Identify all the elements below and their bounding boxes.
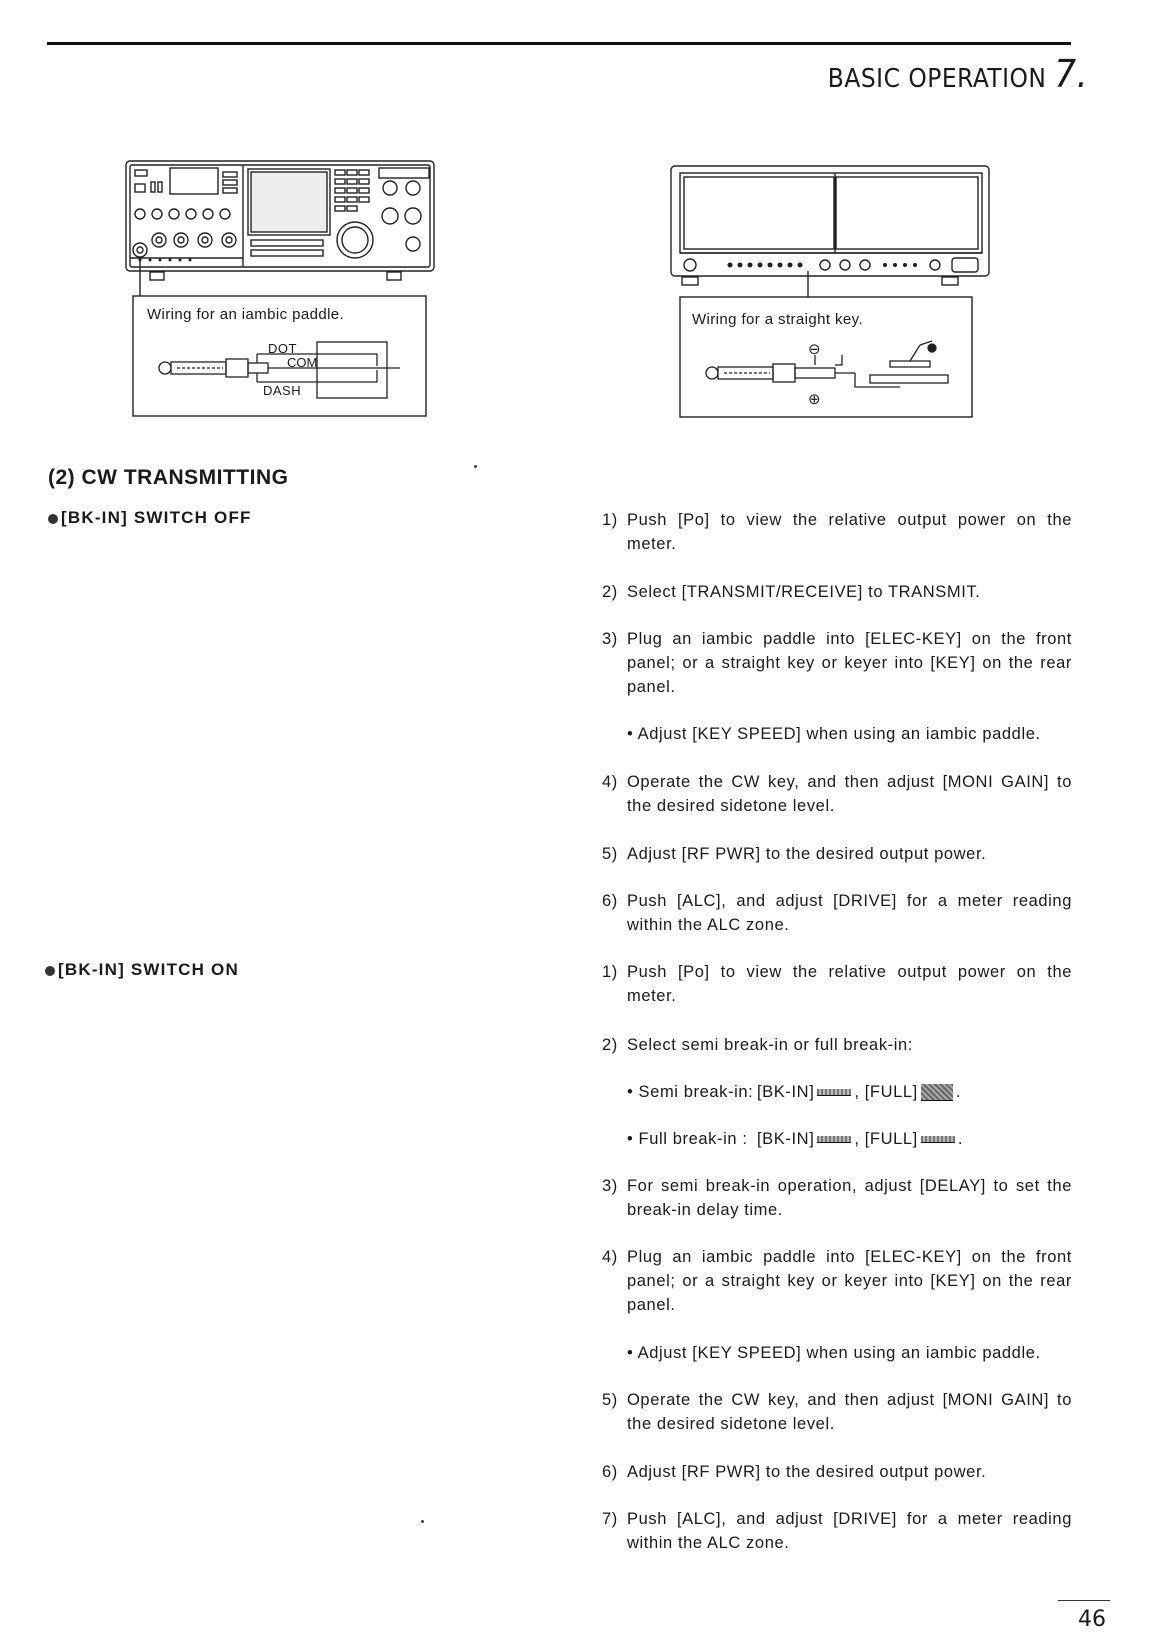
on-step-7	[602, 1507, 1072, 1555]
separator: ,	[854, 1130, 860, 1148]
step-number: 4)	[602, 773, 618, 791]
header-rule	[47, 42, 1071, 45]
off-step-2	[602, 580, 1072, 604]
full-switch-label: [FULL]	[864, 1083, 918, 1101]
com-label: COM	[287, 355, 318, 370]
step-text: Plug an iambic paddle into [ELEC-KEY] on the front panel; or a straight key or keyer into [KEY] on the rear panel.	[627, 1248, 1072, 1314]
off-key-speed-note: • Adjust [KEY SPEED] when using an iambic paddle.	[627, 725, 1041, 743]
step-number: 1)	[602, 963, 618, 981]
switch-off-icon	[817, 1136, 851, 1143]
bkin-on-heading	[45, 960, 239, 980]
step-text: Select [TRANSMIT/RECEIVE] to TRANSMIT.	[627, 583, 981, 601]
step-text: Select semi break-in or full break-in:	[627, 1036, 913, 1054]
on-key-speed-note: • Adjust [KEY SPEED] when using an iambic paddle.	[627, 1344, 1041, 1362]
off-step-5	[602, 842, 1072, 866]
full-breakin-line	[627, 1127, 963, 1151]
bullet-icon	[45, 966, 55, 976]
step-number: 6)	[602, 1463, 618, 1481]
full-label: • Full break-in :	[627, 1130, 748, 1148]
dash-label: DASH	[263, 383, 302, 398]
bkin-off-heading	[48, 508, 252, 528]
header-title: BASIC OPERATION	[827, 64, 1047, 94]
plus-terminal: ⊕	[808, 391, 821, 408]
front-panel-figure	[125, 160, 437, 440]
on-step-1	[602, 960, 1072, 1008]
bkin-off-title: [BK-IN] SWITCH OFF	[61, 508, 252, 527]
switch-off-icon	[921, 1136, 955, 1143]
bkin-switch-label: [BK-IN]	[757, 1130, 815, 1148]
on-step-6	[602, 1460, 1072, 1484]
separator: ,	[854, 1083, 860, 1101]
end-mark: .	[955, 1083, 962, 1101]
step-text: Push [ALC], and adjust [DRIVE] for a meter reading within the ALC zone.	[627, 1510, 1072, 1552]
dot-label: DOT	[268, 341, 297, 356]
switch-off-icon	[817, 1089, 851, 1096]
step-number: 1)	[602, 511, 618, 529]
straight-key-caption: Wiring for a straight key.	[692, 311, 864, 328]
rear-panel-illustration	[670, 165, 992, 445]
section-title: (2) CW TRANSMITTING	[48, 466, 289, 489]
chapter-number: 7.	[1054, 52, 1088, 96]
off-step-3	[602, 627, 1072, 699]
bkin-switch-label: [BK-IN]	[757, 1083, 815, 1101]
iambic-caption: Wiring for an iambic paddle.	[147, 306, 345, 323]
step-text: Plug an iambic paddle into [ELEC-KEY] on the front panel; or a straight key or keyer into [KEY] on the rear panel.	[627, 630, 1072, 696]
page-number: 46	[1078, 1607, 1106, 1632]
step-number: 5)	[602, 845, 618, 863]
step-number: 6)	[602, 892, 618, 910]
off-step-4	[602, 770, 1072, 818]
off-step-1	[602, 508, 1072, 556]
bullet-icon	[48, 514, 58, 524]
end-mark: .	[957, 1130, 964, 1148]
scan-speck	[474, 465, 477, 468]
on-step-2	[602, 1033, 1072, 1057]
step-text: Push [Po] to view the relative output power on the meter.	[627, 963, 1072, 1005]
on-step-4	[602, 1245, 1072, 1317]
step-text: For semi break-in operation, adjust [DELAY] to set the break-in delay time.	[627, 1177, 1072, 1219]
bkin-on-title: [BK-IN] SWITCH ON	[58, 960, 239, 979]
front-panel-illustration	[125, 160, 437, 440]
step-number: 2)	[602, 1036, 618, 1054]
step-text: Adjust [RF PWR] to the desired output power.	[627, 845, 987, 863]
on-step-3	[602, 1174, 1072, 1222]
step-number: 5)	[602, 1391, 618, 1409]
semi-label: • Semi break-in:	[627, 1083, 754, 1101]
step-text: Operate the CW key, and then adjust [MONI GAIN] to the desired sidetone level.	[627, 773, 1072, 815]
step-text: Operate the CW key, and then adjust [MONI GAIN] to the desired sidetone level.	[627, 1391, 1072, 1433]
scan-speck	[421, 1520, 424, 1523]
step-number: 4)	[602, 1248, 618, 1266]
step-number: 7)	[602, 1510, 618, 1528]
step-text: Push [Po] to view the relative output power on the meter.	[627, 511, 1072, 553]
switch-on-icon	[921, 1084, 953, 1101]
rear-panel-figure	[670, 165, 992, 445]
step-number: 3)	[602, 1177, 618, 1195]
semi-breakin-line	[627, 1080, 961, 1104]
full-switch-label: [FULL]	[864, 1130, 918, 1148]
step-text: Push [ALC], and adjust [DRIVE] for a meter reading within the ALC zone.	[627, 892, 1072, 934]
page-header	[828, 52, 1088, 96]
step-number: 3)	[602, 630, 618, 648]
on-step-5	[602, 1388, 1072, 1436]
off-step-6	[602, 889, 1072, 937]
step-number: 2)	[602, 583, 618, 601]
step-text: Adjust [RF PWR] to the desired output power.	[627, 1463, 987, 1481]
page-number-rule	[1058, 1600, 1110, 1601]
minus-terminal: ⊖	[808, 341, 821, 358]
